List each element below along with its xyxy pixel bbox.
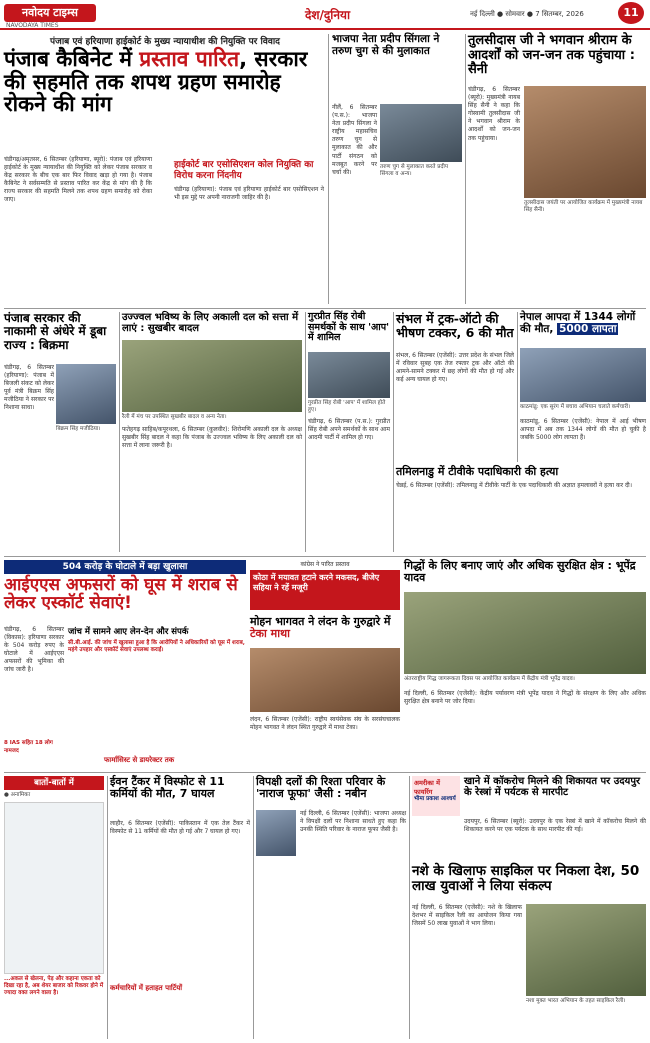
inset-box [156,156,326,301]
photo-caption: बिक्रम सिंह मजीठिया। [56,426,101,432]
side-sub: भीमा प्रकाश आश्चर्य [414,796,456,802]
story-cycle-rally [412,864,646,1039]
story-headline[interactable]: भाजपा नेता प्रदीप सिंगला ने तरुण चुग से की मुलाकात [332,33,440,57]
photo-caption: अंतरराष्ट्रीय गिद्ध जागरूकता दिवस पर आयोजित कार्यक्रम में केंद्रीय मंत्री भूपेंद्र यादव। [404,676,575,682]
story-body: उदयपुर, 6 सितम्बर (ब्यूरो): उदयपुर के एक रेस्त्रां में खाने में कॉकरोच मिलने की शिकायत करने पर एक पर्यटक के साथ मारपीट की गई। [464,818,646,834]
story-body: नई दिल्ली, 6 सितम्बर (एजेंसी): भाजपा अध्यक्ष ने विपक्षी दलों पर निशाना साधते हुए कहा कि उनकी स्थिति परिवार के नाराज फूफा जैसी है। [300,810,406,834]
column-title[interactable]: बातों-बातों में [4,776,104,790]
story-headline[interactable]: पंजाब सरकार की नाकामी से अंधेरे में डूबा राज्य : बिक्रमा [4,311,107,352]
story-headline[interactable]: संभल में ट्रक-ऑटो की भीषण टक्कर, 6 की मौत [396,311,514,340]
story-body: नीलैं, 6 सितम्बर (प.स.): भाजपा नेता प्रदीप सिंगला ने राष्ट्रीय महासचिव तरुण चुग से मुलाकात की और पार्टी संगठन को मजबूत करने पर चर्चा की। [332,104,377,176]
story-body: चंडीगढ़, 6 सितम्बर (प.स.): गुरप्रीत सिंह रोबी अपने समर्थकों के साथ आम आदमी पार्टी में शामिल हो गए। [308,418,390,442]
story-headline[interactable]: ईवन टैंकर में विस्फोट से 11 कर्मियों की मौत, 7 घायल [110,775,225,801]
photo-caption: नशा मुक्त भारत अभियान के तहत साइकिल रैली। [526,998,626,1004]
row-divider [4,556,646,557]
story-body: नई दिल्ली, 6 सितम्बर (एजेंसी): केंद्रीय पर्यावरण मंत्री भूपेंद्र यादव ने गिद्धों के संरक्षण के लिए और अधिक सुरक्षित क्षेत्र बनाने पर जोर दिया। [404,690,646,706]
story-ias-scam [4,560,246,768]
section-label: देश/दुनिया [305,8,351,22]
story-body: काठमांडू, 6 सितम्बर (एजेंसी): नेपाल में आई भीषण आपदा में अब तक 1344 लोगों की मौत हो चुकी है जबकि 5000 लोग लापता हैं। [520,418,646,442]
row-divider [4,308,646,309]
column-divider [517,312,518,462]
story-robi [308,312,390,552]
story-headline[interactable]: आईएएस अफसरों को घूस में शराब से लेकर एस्कॉर्ट सेवाएं! [4,575,238,614]
story-congress [250,560,400,612]
story-tulsidas [468,34,646,304]
page-header [0,0,650,30]
column-divider [328,34,329,304]
story-body: चंडीगढ़, 6 सितम्बर (विकास): हरियाणा सरकार के 504 करोड़ रुपए के घोटाले में आईएएस अफसरों की भूमिका की जांच जारी है। [4,626,64,674]
side-label: अमरीका में फायरिंग [414,779,441,796]
story-photo [526,904,646,996]
inset-box [68,626,246,686]
side-label-box [412,776,460,816]
story-body: चंडीगढ़, 6 सितम्बर (हरियाणा): पंजाब में बिजली संकट को लेकर पूर्व मंत्री बिक्रम सिंह मजीठिया ने सरकार पर निशाना साधा। [4,364,54,412]
story-body: चंडीगढ़, 6 सितम्बर (ब्यूरो): मुख्यमंत्री नायब सिंह सैनी ने कहा कि गोस्वामी तुलसीदास जी ने भगवान श्रीराम के आदर्शों को जन-जन तक पहुंचाया। [468,86,520,142]
story-photo [308,352,390,398]
story-photo [250,648,400,712]
inset-deck: हाईकोर्ट बार एसोसिएशन कोल नियुक्ति का विरोध करना निंदनीय [174,160,314,181]
masthead-subtitle: NAVODAYA TIMES [6,22,59,29]
story-tamilnadu [396,466,646,552]
story-photo [56,364,116,424]
column-baaton [4,776,104,1039]
column-caption: ...अकल से खेलना, पेड़ और कहाना एकता को दिखा रहा है, अब शेयर बाजार को रिकवर होने में ज्यादा वक्त लगने वाला है। [4,976,104,996]
page-number: 11 [618,2,644,24]
story-headline[interactable] [250,616,400,641]
story-body: चेन्नई, 6 सितम्बर (एजेंसी): तमिलनाडु में टीवीके पार्टी के एक पदाधिकारी की अज्ञात हमलावरों ने हत्या कर दी। [396,482,632,489]
story-headline[interactable]: नशे के खिलाफ साइकिल पर निकला देश, 50 लाख युवाओं ने लिया संकल्प [412,863,640,894]
masthead-logo[interactable]: नवोदय टाइम्स [4,4,96,22]
story-bikram [4,312,116,552]
story-headline[interactable]: तुलसीदास जी ने भगवान श्रीराम के आदर्शों को जन-जन तक पहुंचाया : सैनी [468,33,635,78]
dateline: नई दिल्ली ● सोमवार ● 7 सितम्बर, 2026 [470,10,584,18]
story-headline[interactable]: गुरप्रीत सिंह रोबी समर्थकों के साथ 'आप' में शामिल [308,311,390,344]
column-divider [107,776,108,1039]
column-divider [409,776,410,1039]
headline-highlight: टेका माथा [250,627,290,641]
photo-caption: रैली में मंच पर उपस्थित सुखबीर बादल व अन्य नेता। [122,414,227,420]
story-photo [122,340,302,412]
story-punjab-cabinet [4,34,326,304]
column-divider [305,312,306,552]
column-divider [465,34,466,304]
story-subhead: फार्मासिस्ट से डायरेक्टर तक [104,756,175,764]
headline-part: नेपाल आपदा में 1344 लोगों की मौत, [520,311,636,335]
story-photo [520,348,646,402]
column-divider [393,312,394,552]
cartoon-image [4,802,104,974]
story-photo [256,810,296,856]
story-headline[interactable]: खाने में कॉकरोच मिलने की शिकायत पर उदयपुर के रेस्त्रां में पर्यटक से मारपीट [464,776,641,799]
story-subhead: कर्मचारियों में हताहत पार्टियों [110,984,183,992]
story-headline[interactable]: गिद्धों के लिए बनाए जाएं और अधिक सुरक्षित क्षेत्र : भूपेंद्र यादव [404,559,636,585]
story-bhagwat [250,616,400,768]
column-divider [253,776,254,1039]
photo-caption: गुरप्रीत सिंह रोबी 'आप' में शामिल होते हुए। [308,400,386,413]
row-divider [4,772,646,773]
column-divider [119,312,120,552]
story-singla [332,34,462,304]
story-photo [404,592,646,674]
story-body: नई दिल्ली, 6 सितम्बर (एजेंसी): नशे के खिलाफ देशभर में साइकिल रैली का आयोजन किया गया जिसमें 50 लाख युवाओं ने भाग लिया। [412,904,522,928]
inset-body: चंडीगढ़ (हरियाणा): पंजाब एवं हरियाणा हाईकोर्ट बार एसोसिएशन ने भी इस मुद्दे पर अपनी नाराजगी जाहिर की है। [174,186,324,202]
story-photo [524,86,646,198]
story-udaipur [412,776,646,860]
story-body: लंदन, 6 सितम्बर (एजेंसी): राष्ट्रीय स्वयंसेवक संघ के सरसंघचालक मोहन भागवत ने लंदन स्थित गुरुद्वारे में माथा टेका। [250,716,400,732]
headline-highlight: प्रस्ताव पारित [139,47,240,71]
story-body: संभल, 6 सितम्बर (एजेंसी): उत्तर प्रदेश के संभल जिले में रविवार सुबह एक तेज रफ्तार ट्रक और ऑटो की आमने-सामने टक्कर में छह लोगों की मौत हो गई और कई अन्य घायल हो गए। [396,352,514,384]
story-headline[interactable] [520,312,646,336]
inset-deck: जांच में सामने आए लेन-देन और संपर्क [68,627,189,637]
story-body: फतेहगढ़ साहिब/कपूरथला, 6 सितम्बर (कुलवीर): शिरोमणि अकाली दल के अध्यक्ष सुखबीर सिंह बादल ने कहा कि पंजाब के उज्ज्वल भविष्य के लिए अकाली दल को सत्ता में लाना जरूरी है। [122,426,302,450]
headline-part: मोहन भागवत ने लंदन के गुरुद्वारे में [250,615,391,628]
story-headline[interactable]: विपक्षी दलों की रिश्ता परिवार के 'नाराज फूफा' जैसी : नबीन [256,775,386,801]
column-byline: ● अनामिका [4,792,31,798]
story-sambhal [396,312,514,462]
photo-caption: तरुण चुग से मुलाकात करते प्रदीप सिंगला व अन्य। [380,164,449,177]
headline-part: , सरकार की सहमति तक शपथ ग्रहण समारोह रोकने की मांग [4,47,308,117]
story-headline[interactable]: तमिलनाडु में टीवीके पदाधिकारी की हत्या [396,465,559,478]
story-vultures [404,560,646,768]
story-nabin [256,776,406,1039]
story-headline[interactable] [4,47,326,117]
story-kicker: 504 करोड़ के घोटाले में बड़ा खुलासा [4,560,246,574]
headline-part: पंजाब कैबिनेट में [4,47,140,71]
story-photo [380,104,462,162]
story-tanker [110,776,250,1039]
story-kicker: पंजाब एवं हरियाणा हाईकोर्ट के मुख्य न्यायाधीश की नियुक्ति पर विवाद [50,37,280,47]
story-kicker: कांग्रेस ने पारित प्रस्ताव [300,561,350,568]
story-headline[interactable]: कोठा में मयावत हटाने करने मकसद, बीजेए सहिया ने रहें मजूरी [250,570,400,610]
note-label: 8 IAS सहित 18 लोग नामजद [4,740,53,754]
photo-caption: तुलसीदास जयंती पर आयोजित कार्यक्रम में मुख्यमंत्री नायब सिंह सैनी। [524,200,643,213]
story-body: चंडीगढ़/अमृतसर, 6 सितम्बर (हरियाणा, ब्यूरो): पंजाब एवं हरियाणा हाईकोर्ट के मुख्य न्यायाधीश की नियुक्ति को लेकर पंजाब सरकार व केंद्र सरकार के बीच एक बार फिर विवाद खड़ा हो गया है। पंजाब कैबिनेट ने सर्वसम्मति से प्रस्ताव पारित कर केंद्र से मांग की है कि राज्य सरकार की सहमति मिलने तक शपथ ग्रहण समारोह को रोका जाए। [4,156,152,204]
story-headline[interactable]: उज्ज्वल भविष्य के लिए अकाली दल को सत्ता में लाएं : सुखबीर बादल [122,312,299,335]
story-nepal [520,312,646,462]
story-sukhbir [122,312,302,552]
headline-highlight: 5000 लापता [559,322,617,335]
photo-caption: काठमांडू: एक सुरंग में बचाव अभियान चलाते कर्मचारी। [520,404,631,410]
inset-body: सी.बी.आई. की जांच में खुलासा हुआ है कि आरोपियों ने अधिकारियों को घूस में शराब, महंगे उपहार और एस्कॉर्ट सेवाएं उपलब्ध कराईं। [68,640,245,653]
story-body: लाहौर, 6 सितम्बर (एजेंसी): पाकिस्तान में एक तेल टैंकर में विस्फोट से 11 कर्मियों की मौत हो गई और 7 घायल हो गए। [110,820,250,836]
